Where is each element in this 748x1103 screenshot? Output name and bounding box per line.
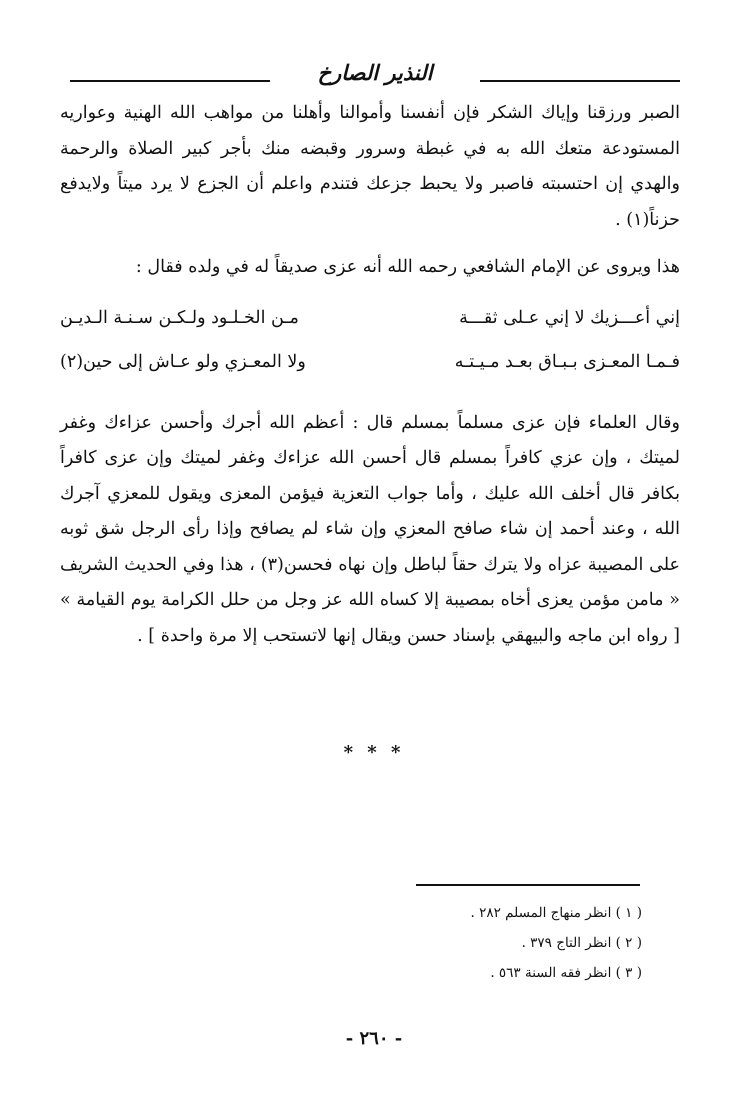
footnote-2: ( ٢ ) انظر التاج ٣٧٩ . (521, 935, 642, 951)
footnote-rule (416, 884, 640, 886)
poem-verses (60, 296, 680, 384)
paragraph-2: هذا ويروى عن الإمام الشافعي رحمه الله أنه عزى صديقاً له في ولده فقال : (135, 257, 680, 277)
verse-line-1 (60, 296, 680, 340)
page-body (60, 96, 680, 654)
verse-line-2-second-hemistich: ولا المعـزي ولو عـاش إلى حين(٢) (60, 351, 306, 372)
verse-line-1-first-hemistich: إني أعـــزيك لا إني عـلى ثقـــة (459, 307, 680, 328)
page-number: - ٢٦٠ - (345, 1028, 403, 1049)
footnote-1: ( ١ ) انظر منهاج المسلم ٢٨٢ . (470, 905, 642, 921)
verse-line-1-second-hemistich: مـن الخـلـود ولـكـن سـنـة الـديـن (60, 307, 299, 328)
header-title: النذير الصارخ (317, 61, 433, 85)
header-rule-left (70, 80, 270, 82)
verse-line-2 (60, 340, 680, 384)
paragraph-3: وقال العلماء فإن عزى مسلماً بمسلم قال : أعظم الله أجرك وأحسن عزاءك وغفر لميتك ، وإن عزي كافراً بمسلم قال أحسن الله عزاءك وغفر لميتك وإن عزى كافراً بكافر قال أخلف الله عليك ، وأما جواب التعزية فيؤمن المعزى ويقول للمعزي آجرك الله ، وعند أحمد إن شاء صافح المعزي وإن شاء لم يصافح وإذا رأى الرجل شق ثوبه على المصيبة عزاه ولا يترك حقاً لباطل وإن نهاه فحسن(٣) ، هذا وفي الحديث الشريف « مامن مؤمن يعزى أخاه بمصيبة إلا كساه الله عز وجل من حلل الكرامة يوم القيامة » [ رواه ابن ماجه والبيهقي بإسناد حسن ويقال إنها لاتستحب إلا مرة واحدة ] . (60, 412, 680, 646)
footnotes (342, 898, 642, 988)
running-header (70, 58, 680, 98)
paragraph-1: الصبر ورزقنا وإياك الشكر فإن أنفسنا وأموالنا وأهلنا من مواهب الله الهنية وعواريه المستودعة متعك الله به في غبطة وسرور وقبضه منك بأجر كبير الصلاة والرحمة والهدي إن احتسبته فاصبر ولا يحبط جزعك فتندم واعلم أن الجزع لا يرد ميتاً ولايدفع حزناً(١) . (60, 103, 680, 230)
section-separator: * * * (343, 742, 405, 763)
verse-line-2-first-hemistich: فـمـا المعـزى بـبـاق بعـد مـيـتـه (454, 351, 680, 372)
footnote-3: ( ٣ ) انظر فقه السنة ٥٦٣ . (490, 965, 642, 981)
header-rule-right (480, 80, 680, 82)
